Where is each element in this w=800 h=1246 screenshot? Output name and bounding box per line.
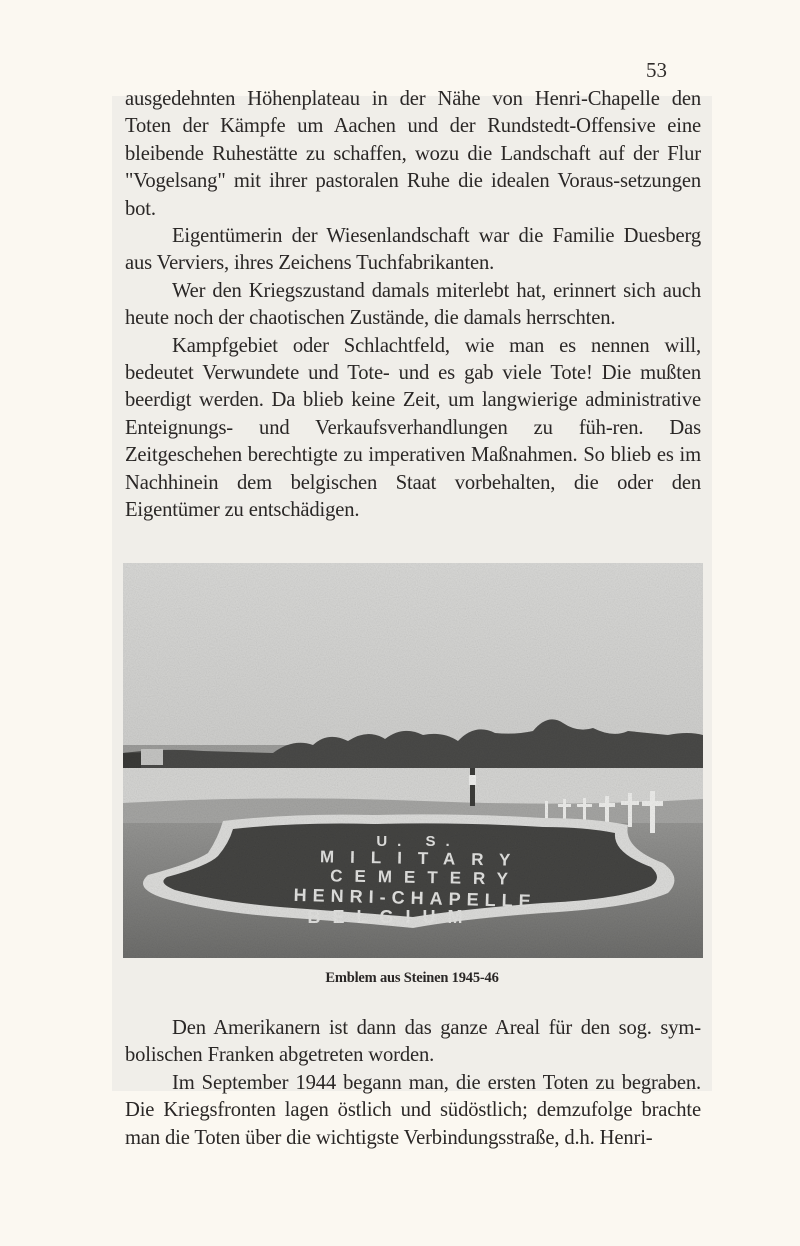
svg-text:BELGIUM: BELGIUM bbox=[307, 907, 475, 927]
paragraph: Eigentümerin der Wiesenlandschaft war die Familie Duesberg aus Verviers, ihres Zeichens Tuchfabrikanten. bbox=[125, 225, 701, 275]
paragraph: Wer den Kriegszustand damals miterlebt hat, erinnert sich auch heute noch der chaotischen Zustände, die damals herrschten. bbox=[125, 279, 701, 330]
svg-text:U. S.: U. S. bbox=[376, 833, 460, 850]
paragraph: Den Amerikanern ist dann das ganze Areal für den sog. sym-bolischen Franken abgetreten worden. bbox=[125, 1017, 701, 1067]
paragraph: Im September 1944 begann man, die ersten Toten zu begraben. Die Kriegsfronten lagen östlich und südöstlich; demzufolge brachte man die Toten über die wichtigste Verbindungsstraße, d.h. Henri- bbox=[125, 1071, 701, 1149]
svg-text:CEMETERY: CEMETERY bbox=[330, 866, 521, 889]
paragraph: ausgedehnten Höhenplateau in der Nähe von Henri-Chapelle den Toten der Kämpfe um Aachen und der Rundstedt-Offensive eine bleibende Ruhestätte zu schaffen, wozu die Landschaft auf der Flur "Vogelsang" mit ihrer pastoralen Ruhe die idealen Voraus-setzungen bot. bbox=[125, 88, 701, 220]
figure-caption: Emblem aus Steinen 1945-46 bbox=[325, 970, 499, 986]
body-text-bottom bbox=[125, 1015, 701, 1152]
emblem-photo-image bbox=[123, 563, 703, 958]
page-number: 53 bbox=[646, 58, 667, 82]
paragraph: Kampfgebiet oder Schlachtfeld, wie man es nennen will, bedeutet Verwundete und Tote- und es gab viele Tote! Die mußten beerdigt werden. Da blieb keine Zeit, um langwierige administrative Enteignungs- und Verkaufsverhandlungen zu füh-ren. Das Zeitgeschehen berechtigte zu imperativen Maßnahmen. So blieb es im Nachhinein dem belgischen Staat vorbehalten, die oder den Eigentümer zu entschädigen. bbox=[125, 334, 701, 522]
body-text-top bbox=[125, 86, 701, 525]
emblem-photo bbox=[123, 563, 703, 958]
svg-text:MILITARY: MILITARY bbox=[319, 847, 527, 870]
svg-text:HENRI-CHAPELLE: HENRI-CHAPELLE bbox=[293, 884, 537, 912]
